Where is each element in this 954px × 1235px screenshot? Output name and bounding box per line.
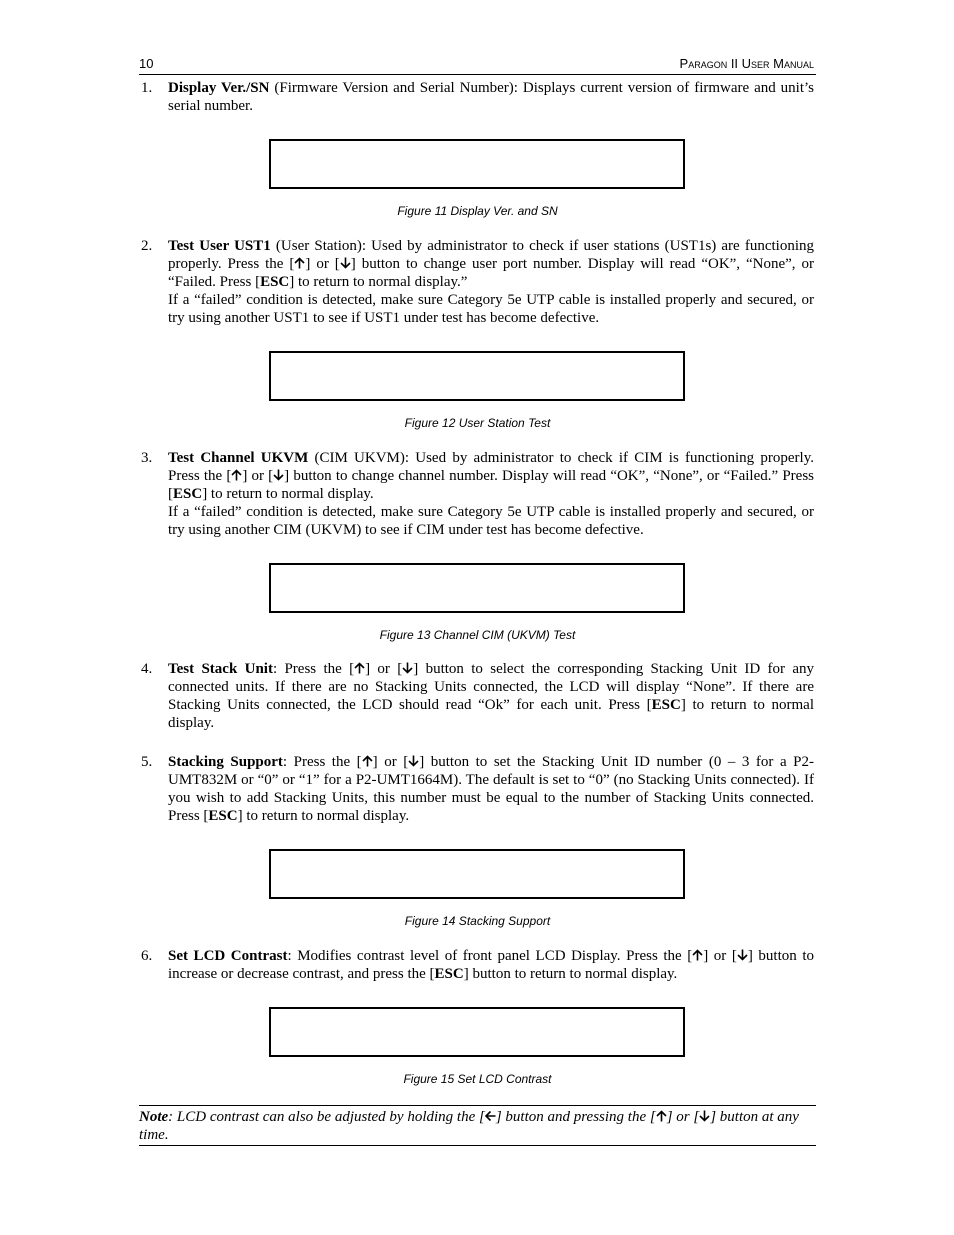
- text-run: : Modifies contrast level of front panel LCD Display. Press the [: [287, 948, 693, 964]
- text-run: ] to return to normal display.: [168, 697, 814, 731]
- up-arrow-icon: [692, 949, 703, 961]
- item-text: [168, 660, 814, 732]
- text-run: ] button to increase or decrease contrast, and press the [: [168, 948, 815, 982]
- page-number: 10: [139, 56, 154, 71]
- text-run: (User Station): Used by administrator to check if user stations (UST1s) are functioning properly. Press the [: [168, 238, 814, 272]
- up-arrow-icon: [231, 469, 242, 481]
- note-box: [139, 1105, 816, 1146]
- figure-caption: Figure 14 Stacking Support: [404, 914, 551, 928]
- item-number: 4.: [141, 661, 153, 677]
- up-arrow-icon: [362, 755, 373, 767]
- list-item-display-ver: [139, 79, 814, 115]
- up-arrow-icon: [354, 662, 365, 674]
- item-number: 5.: [141, 754, 153, 770]
- note-label: Note: [139, 1109, 169, 1125]
- figure-caption: Figure 11 Display Ver. and SN: [397, 204, 558, 218]
- item-paragraph: If a “failed” condition is detected, make sure Category 5e UTP cable is installed properly and secured, or try using another UST1 to see if UST1 under test has become defective.: [168, 292, 814, 326]
- down-arrow-icon: [273, 469, 284, 481]
- text-run: ] button to select the corresponding Stacking Unit ID for any connected units. If there are no Stacking Units connected, the LCD will display “None”. If there are Stacking Units connected, the LCD should read “Ok” for each unit. Press [: [168, 661, 814, 713]
- up-arrow-icon: [656, 1110, 667, 1122]
- text-run: : LCD contrast can also be adjusted by holding the [: [168, 1109, 485, 1125]
- left-arrow-icon: [485, 1110, 496, 1122]
- list-item-set-lcd-contrast: [139, 947, 814, 983]
- esc-key-label: ESC: [651, 697, 681, 713]
- text-run: ] or [: [703, 948, 737, 964]
- text-run: ] button at any time.: [139, 1109, 799, 1143]
- item-number: 2.: [141, 238, 153, 254]
- item-text: [168, 79, 814, 115]
- esc-key-label: ESC: [208, 808, 238, 824]
- item-text: [168, 449, 814, 539]
- item-description: (Firmware Version and Serial Number): Displays current version of firmware and unit’s serial number.: [168, 80, 815, 114]
- item-number: 6.: [141, 948, 153, 964]
- lcd-display-box: [269, 563, 685, 613]
- text-run: ] button to change user port number. Display will read “OK”, “None”, or “Failed. Press [: [168, 256, 814, 290]
- item-paragraph: If a “failed” condition is detected, make sure Category 5e UTP cable is installed properly and secured, or try using another CIM (UKVM) to see if CIM under test has become defective.: [168, 504, 814, 538]
- lcd-display-box: [269, 849, 685, 899]
- item-term: Display Ver./SN: [168, 80, 270, 96]
- item-term: Stacking Support: [168, 754, 283, 770]
- text-run: ] button and pressing the [: [495, 1109, 656, 1125]
- item-term: Set LCD Contrast: [168, 948, 288, 964]
- down-arrow-icon: [699, 1110, 710, 1122]
- esc-key-label: ESC: [173, 486, 203, 502]
- item-number: 1.: [141, 80, 153, 96]
- figure-caption: Figure 15 Set LCD Contrast: [403, 1072, 552, 1086]
- list-item-test-stack-unit: [139, 660, 814, 732]
- text-run: ] to return to normal display.: [237, 808, 410, 824]
- page-header: [139, 54, 816, 75]
- item-number: 3.: [141, 450, 153, 466]
- down-arrow-icon: [402, 662, 413, 674]
- text-run: : Press the [: [282, 754, 362, 770]
- item-text: [168, 947, 814, 983]
- lcd-display-box: [269, 351, 685, 401]
- item-text: [168, 237, 814, 327]
- text-run: (CIM UKVM): Used by administrator to check if CIM is functioning properly. Press the [: [168, 450, 814, 484]
- item-text: [168, 753, 814, 825]
- text-run: ] button to return to normal display.: [463, 966, 678, 982]
- text-run: ] to return to normal display.: [202, 486, 374, 502]
- down-arrow-icon: [340, 257, 351, 269]
- text-run: ] button to set the Stacking Unit ID number (0 – 3 for a P2-UMT832M or “0” or “1” for a P2-UMT1664M). The default is set to “0” (no Stacking Units connected). If you wish to add Stacking Units, this number must be equal to the number of Stacking Units connected. Press [: [168, 754, 814, 824]
- text-run: ] button to change channel number. Display will read “OK”, “None”, or “Failed.” Press [: [168, 468, 814, 502]
- text-run: ] or [: [666, 1109, 700, 1125]
- figure-caption: Figure 12 User Station Test: [404, 416, 551, 430]
- down-arrow-icon: [408, 755, 419, 767]
- text-run: ] or [: [372, 754, 409, 770]
- esc-key-label: ESC: [260, 274, 290, 290]
- item-term: Test Channel UKVM: [168, 450, 309, 466]
- lcd-display-box: [269, 1007, 685, 1057]
- up-arrow-icon: [294, 257, 305, 269]
- list-item-stacking-support: [139, 753, 814, 825]
- item-term: Test User UST1: [168, 238, 271, 254]
- text-run: ] or [: [365, 661, 403, 677]
- text-run: ] to return to normal display.”: [289, 274, 468, 290]
- text-run: ] or [: [242, 468, 274, 484]
- list-item-test-channel-ukvm: [139, 449, 814, 539]
- text-run: : Press the [: [272, 661, 355, 677]
- list-item-test-user-ust1: [139, 237, 814, 327]
- lcd-display-box: [269, 139, 685, 189]
- figure-caption: Figure 13 Channel CIM (UKVM) Test: [379, 628, 576, 642]
- text-run: ] or [: [305, 256, 340, 272]
- manual-title: Paragon II User Manual: [679, 56, 814, 71]
- esc-key-label: ESC: [434, 966, 464, 982]
- down-arrow-icon: [737, 949, 748, 961]
- item-term: Test Stack Unit: [168, 661, 273, 677]
